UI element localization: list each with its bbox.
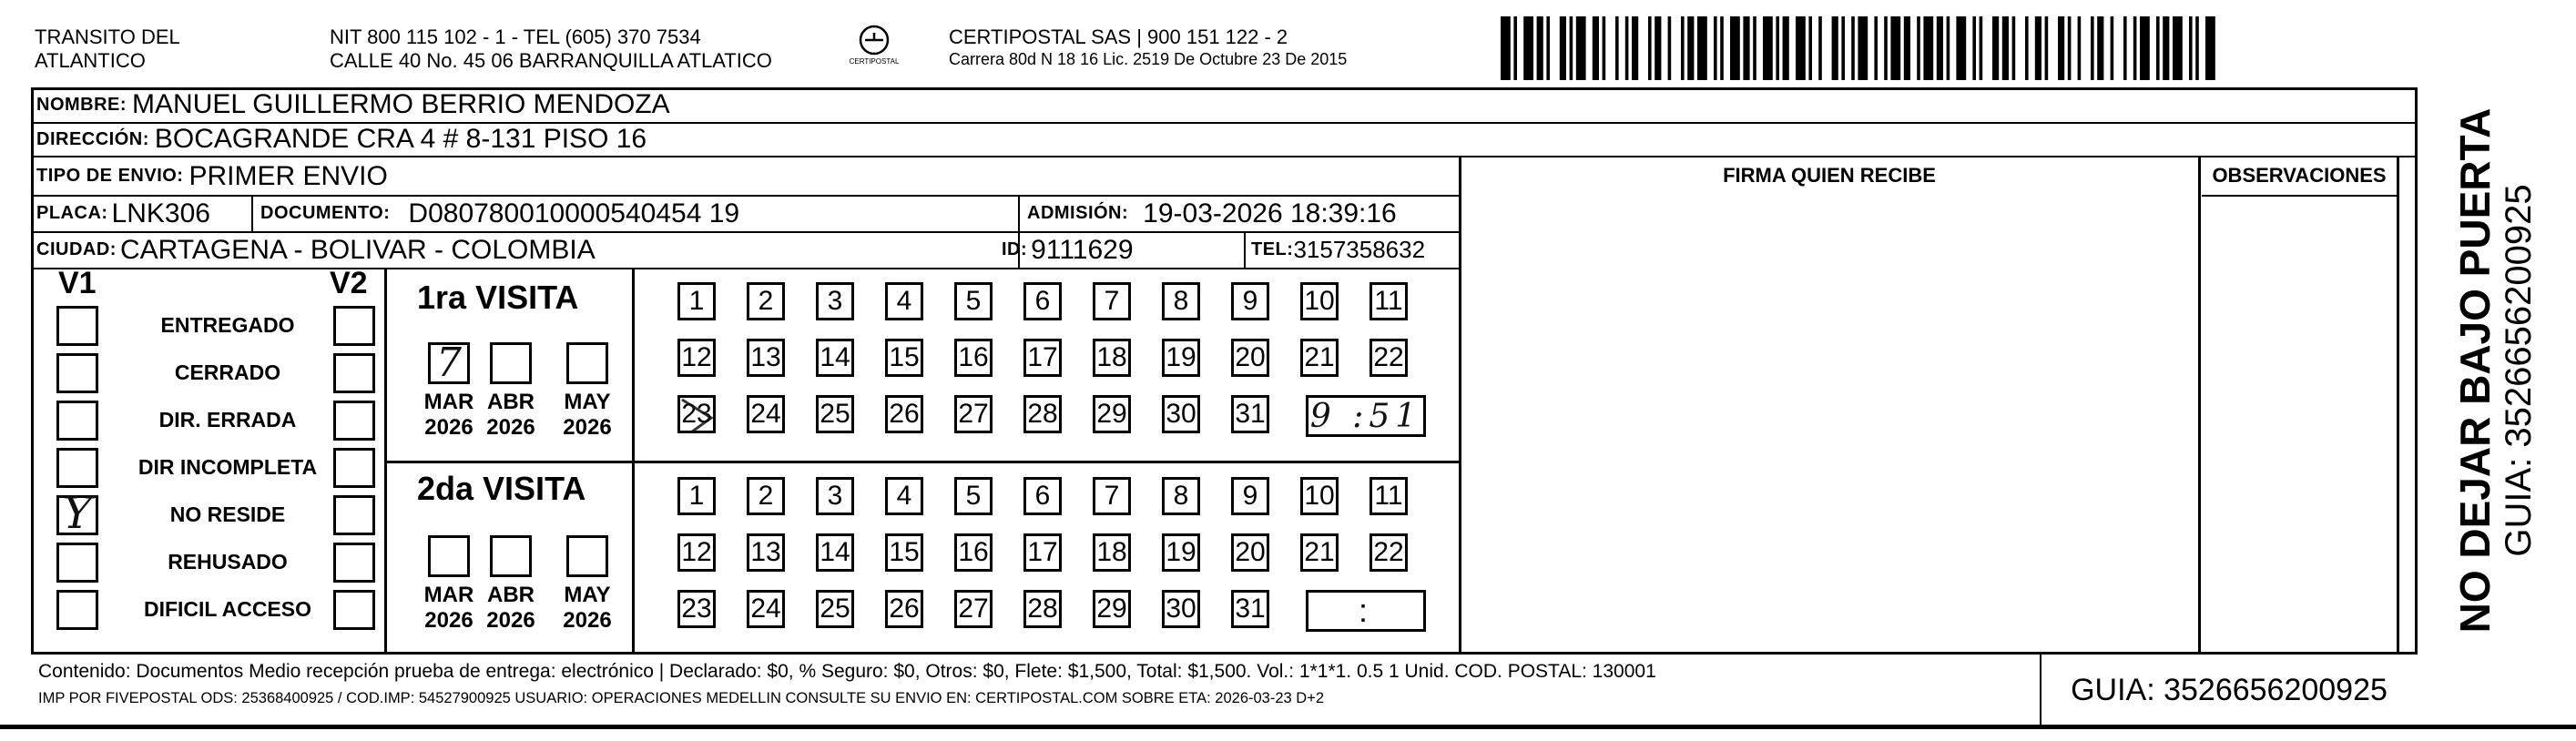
day-box[interactable] — [747, 590, 785, 628]
day-number: 11 — [1374, 481, 1403, 511]
direccion-value: BOCAGRANDE CRA 4 # 8-131 PISO 16 — [154, 124, 647, 154]
nombre-row — [36, 87, 670, 122]
day-number: 25 — [820, 399, 850, 429]
year-label: 2026 — [563, 415, 612, 440]
documento-label: DOCUMENTO: — [260, 203, 391, 223]
day-number: 30 — [1166, 399, 1196, 429]
month-checkbox[interactable] — [490, 342, 532, 384]
status-option-label: NO RESIDE — [169, 502, 286, 526]
side-notice — [2422, 87, 2568, 654]
courier-line: CERTIPOSTAL SAS | 900 151 122 - 2 — [949, 25, 1288, 48]
month-label: ABR — [487, 390, 535, 414]
year-label: 2026 — [486, 415, 535, 440]
day-box[interactable] — [747, 339, 785, 377]
nombre-label: NOMBRE: — [36, 94, 127, 115]
visit2-title: 2da VISITA — [417, 470, 586, 507]
barcode — [1501, 16, 2411, 80]
day-box[interactable] — [1162, 395, 1200, 433]
v1-label: V1 — [58, 266, 97, 300]
day-box[interactable] — [1231, 590, 1269, 628]
day-box[interactable] — [1162, 477, 1200, 515]
day-number: 1 — [688, 481, 705, 511]
day-number: 18 — [1096, 342, 1127, 372]
id-value: 9111629 — [1031, 234, 1134, 265]
day-box[interactable] — [885, 395, 923, 433]
day-box[interactable] — [677, 533, 716, 572]
day-box[interactable] — [747, 395, 785, 433]
month-label: MAY — [564, 390, 611, 414]
side-guia-text: GUIA: 3526656200925 — [2499, 184, 2539, 557]
day-box[interactable] — [1369, 339, 1408, 377]
observaciones-label: OBSERVACIONES — [2212, 164, 2387, 187]
day-box[interactable] — [1300, 339, 1339, 377]
day-box[interactable] — [1162, 339, 1200, 377]
day-box[interactable] — [1162, 590, 1200, 628]
placa-cell — [36, 196, 210, 231]
tipo-row — [36, 157, 388, 195]
v2-checkbox[interactable] — [333, 590, 375, 630]
day-box[interactable] — [1231, 533, 1269, 572]
v2-checkbox[interactable] — [333, 353, 375, 393]
v1-checkbox[interactable] — [56, 306, 98, 346]
day-number: 12 — [681, 342, 712, 372]
day-box[interactable] — [954, 533, 993, 572]
v2-checkbox[interactable] — [333, 495, 375, 535]
day-number: 29 — [1096, 399, 1127, 429]
day-box[interactable] — [954, 339, 993, 377]
day-number: 19 — [1166, 537, 1196, 567]
id-label: ID: — [1002, 239, 1028, 259]
time-box[interactable] — [1306, 590, 1426, 632]
footer-imp: IMP POR FIVEPOSTAL ODS: 25368400925 / COD.IMP: 54527900925 USUARIO: OPERACIONES MEDELLIN CONSULTE SU ENVIO EN: CERTIPOSTAL.COM SOBRE ETA: 2026-03-23 D+2 — [38, 690, 1325, 706]
courier-sub: Carrera 80d N 18 16 Lic. 2519 De Octubre 23 De 2015 — [949, 50, 1348, 68]
day-number: 8 — [1173, 286, 1189, 316]
day-box[interactable] — [1023, 533, 1062, 572]
ciudad-label: CIUDAD: — [36, 239, 117, 259]
month-checkbox[interactable] — [490, 535, 532, 577]
nombre-value: MANUEL GUILLERMO BERRIO MENDOZA — [132, 89, 670, 119]
v1-checkbox[interactable] — [56, 448, 98, 488]
v1-checkbox[interactable] — [56, 401, 98, 441]
day-number: 31 — [1235, 399, 1266, 429]
day-box[interactable] — [1369, 533, 1408, 572]
day-box[interactable] — [1023, 282, 1062, 320]
time-value: : — [1358, 592, 1373, 629]
documento-value: D080780010000540454 19 — [408, 198, 740, 228]
tel-cell — [1251, 232, 1425, 268]
day-number: 14 — [820, 342, 850, 372]
day-number: 5 — [965, 286, 982, 316]
ciudad-cell — [36, 232, 596, 268]
day-box[interactable] — [954, 282, 993, 320]
day-box[interactable] — [1300, 477, 1339, 515]
month-label: MAR — [423, 583, 474, 607]
admision-value: 19-03-2026 18:39:16 — [1143, 198, 1397, 228]
v2-checkbox[interactable] — [333, 401, 375, 441]
day-box[interactable] — [1093, 533, 1131, 572]
status-option-label: REHUSADO — [168, 550, 288, 574]
day-box[interactable] — [954, 477, 993, 515]
day-number: 26 — [889, 399, 920, 429]
ciudad-value: CARTAGENA - BOLIVAR - COLOMBIA — [119, 234, 596, 265]
status-option-label: DIFICIL ACCESO — [143, 597, 311, 621]
time-box[interactable] — [1306, 395, 1426, 437]
day-number: 15 — [889, 342, 920, 372]
v1-checkbox[interactable] — [56, 590, 98, 630]
day-number: 21 — [1304, 537, 1335, 567]
year-label: 2026 — [424, 415, 473, 440]
month-checkbox[interactable] — [428, 342, 470, 384]
day-number: 22 — [1373, 342, 1404, 372]
check-mark-icon: Y — [63, 488, 92, 539]
day-box[interactable] — [816, 590, 854, 628]
admision-cell — [1027, 196, 1397, 231]
day-number: 18 — [1096, 537, 1127, 567]
v1-checkbox[interactable] — [56, 543, 98, 583]
day-box[interactable] — [1023, 477, 1062, 515]
address-line: CALLE 40 No. 45 06 BARRANQUILLA ATLATICO — [330, 49, 772, 72]
day-number: 7 — [1104, 286, 1120, 316]
day-number: 3 — [827, 481, 843, 511]
day-number: 16 — [958, 342, 989, 372]
day-box[interactable] — [1023, 339, 1062, 377]
day-number: 13 — [750, 342, 781, 372]
day-box[interactable] — [747, 533, 785, 572]
month-label: MAR — [423, 390, 474, 414]
month-label: MAY — [564, 583, 611, 607]
month-label: ABR — [487, 583, 535, 607]
direccion-row — [36, 123, 647, 156]
day-box[interactable] — [816, 395, 854, 433]
year-label: 2026 — [563, 608, 612, 633]
courier-info — [949, 25, 1347, 69]
day-number: 10 — [1304, 481, 1335, 511]
day-box[interactable] — [816, 282, 854, 320]
day-number: 23 — [681, 594, 712, 624]
day-number: 20 — [1235, 537, 1266, 567]
month-mark: 7 — [436, 340, 462, 386]
day-number: 6 — [1034, 286, 1051, 316]
day-number: 24 — [750, 399, 781, 429]
footer-guia: GUIA: 3526656200925 — [2071, 672, 2388, 707]
day-number: 20 — [1235, 342, 1266, 372]
day-box[interactable] — [885, 477, 923, 515]
day-number: 22 — [1373, 537, 1404, 567]
direccion-label: DIRECCIÓN: — [36, 128, 149, 149]
day-number: 13 — [750, 537, 781, 567]
day-number: 5 — [965, 481, 982, 511]
day-number: 10 — [1304, 286, 1335, 316]
day-number: 28 — [1027, 594, 1058, 624]
day-box[interactable] — [1231, 477, 1269, 515]
day-number: 4 — [896, 286, 912, 316]
day-number: 27 — [958, 399, 989, 429]
day-box[interactable] — [885, 533, 923, 572]
status-option-label: ENTREGADO — [160, 313, 295, 337]
day-box[interactable] — [816, 477, 854, 515]
day-number: 15 — [889, 537, 920, 567]
day-number: 21 — [1304, 342, 1335, 372]
day-number: 28 — [1027, 399, 1058, 429]
day-number: 23 — [681, 399, 712, 429]
day-number: 25 — [820, 594, 850, 624]
tipo-label: TIPO DE ENVIO: — [36, 166, 184, 186]
day-number: 12 — [681, 537, 712, 567]
v1-checkbox[interactable] — [56, 353, 98, 393]
day-box[interactable] — [1231, 339, 1269, 377]
day-number: 11 — [1374, 286, 1403, 316]
day-number: 17 — [1027, 342, 1058, 372]
day-number: 19 — [1166, 342, 1196, 372]
day-box[interactable] — [816, 339, 854, 377]
sender-info — [330, 25, 772, 73]
tel-label: TEL: — [1251, 239, 1294, 259]
sender-name — [35, 25, 180, 73]
day-number: 4 — [896, 481, 912, 511]
sender-name-line1: TRANSITO DEL — [35, 25, 180, 48]
v2-checkbox[interactable] — [333, 448, 375, 488]
time-value: 9 :51 — [1309, 397, 1422, 435]
status-option-label: DIR. ERRADA — [158, 408, 297, 431]
day-box[interactable] — [1093, 395, 1131, 433]
visit1-title: 1ra VISITA — [417, 279, 579, 316]
v2-label: V2 — [330, 266, 368, 300]
courier-logo-icon — [838, 24, 911, 69]
day-box[interactable] — [747, 282, 785, 320]
documento-cell — [260, 196, 739, 231]
day-box[interactable] — [885, 282, 923, 320]
day-box[interactable] — [1162, 282, 1200, 320]
day-box[interactable] — [677, 477, 716, 515]
nit-line: NIT 800 115 102 - 1 - TEL (605) 370 7534 — [330, 25, 701, 48]
day-box[interactable] — [747, 477, 785, 515]
day-box[interactable] — [1231, 395, 1269, 433]
day-box[interactable] — [816, 533, 854, 572]
day-number: 3 — [827, 286, 843, 316]
tipo-value: PRIMER ENVIO — [188, 160, 388, 191]
day-box[interactable] — [954, 590, 993, 628]
day-box[interactable] — [1093, 282, 1131, 320]
day-box[interactable] — [677, 590, 716, 628]
admision-label: ADMISIÓN: — [1027, 203, 1129, 223]
day-number: 31 — [1235, 594, 1266, 624]
day-number: 9 — [1242, 481, 1258, 511]
day-number: 6 — [1034, 481, 1051, 511]
id-cell — [1002, 232, 1134, 268]
day-number: 1 — [688, 286, 705, 316]
day-box[interactable] — [1023, 590, 1062, 628]
day-box[interactable] — [1023, 395, 1062, 433]
day-box[interactable] — [677, 395, 716, 433]
v1-checkbox[interactable] — [56, 488, 98, 539]
placa-value: LNK306 — [111, 198, 210, 228]
month-checkbox[interactable] — [428, 535, 470, 577]
day-box[interactable] — [885, 590, 923, 628]
day-number: 26 — [889, 594, 920, 624]
day-number: 7 — [1104, 481, 1120, 511]
day-box[interactable] — [1369, 477, 1408, 515]
day-box[interactable] — [1093, 477, 1131, 515]
day-box[interactable] — [885, 339, 923, 377]
svg-text:CERTIPOSTAL: CERTIPOSTAL — [849, 57, 900, 66]
day-number: 8 — [1173, 481, 1189, 511]
firma-label: FIRMA QUIEN RECIBE — [1723, 164, 1936, 187]
day-box[interactable] — [1231, 282, 1269, 320]
v2-checkbox[interactable] — [333, 306, 375, 346]
day-number: 14 — [820, 537, 850, 567]
day-box[interactable] — [954, 395, 993, 433]
no-dejar-text: NO DEJAR BAJO PUERTA — [2451, 107, 2499, 634]
day-box[interactable] — [677, 339, 716, 377]
status-option-label: DIR INCOMPLETA — [137, 455, 318, 479]
tel-value: 3157358632 — [1293, 236, 1426, 263]
v2-checkbox[interactable] — [333, 543, 375, 583]
day-number: 16 — [958, 537, 989, 567]
day-number: 2 — [758, 481, 774, 511]
day-box[interactable] — [1300, 282, 1339, 320]
month-checkbox[interactable] — [566, 342, 608, 384]
status-option-label: CERRADO — [174, 360, 281, 384]
placa-label: PLACA: — [36, 203, 108, 223]
day-number: 24 — [750, 594, 781, 624]
day-number: 29 — [1096, 594, 1127, 624]
year-label: 2026 — [486, 608, 535, 633]
day-number: 30 — [1166, 594, 1196, 624]
day-box[interactable] — [677, 282, 716, 320]
day-number: 9 — [1242, 286, 1258, 316]
sender-name-line2: ATLANTICO — [35, 49, 146, 72]
month-checkbox[interactable] — [566, 535, 608, 577]
day-number: 2 — [758, 286, 774, 316]
day-box[interactable] — [1093, 339, 1131, 377]
day-mark — [675, 391, 726, 450]
day-box[interactable] — [1369, 282, 1408, 320]
footer-contenido: Contenido: Documentos Medio recepción prueba de entrega: electrónico | Declarado: $0, % Seguro: $0, Otros: $0, Flete: $1,500, Total: $1,500. Vol.: 1*1*1. 0.5 1 Unid. COD. POSTAL: 130001 — [38, 661, 1656, 682]
day-box[interactable] — [1093, 590, 1131, 628]
day-number: 17 — [1027, 537, 1058, 567]
day-number: 27 — [958, 594, 989, 624]
day-box[interactable] — [1162, 533, 1200, 572]
day-box[interactable] — [1300, 533, 1339, 572]
year-label: 2026 — [424, 608, 473, 633]
